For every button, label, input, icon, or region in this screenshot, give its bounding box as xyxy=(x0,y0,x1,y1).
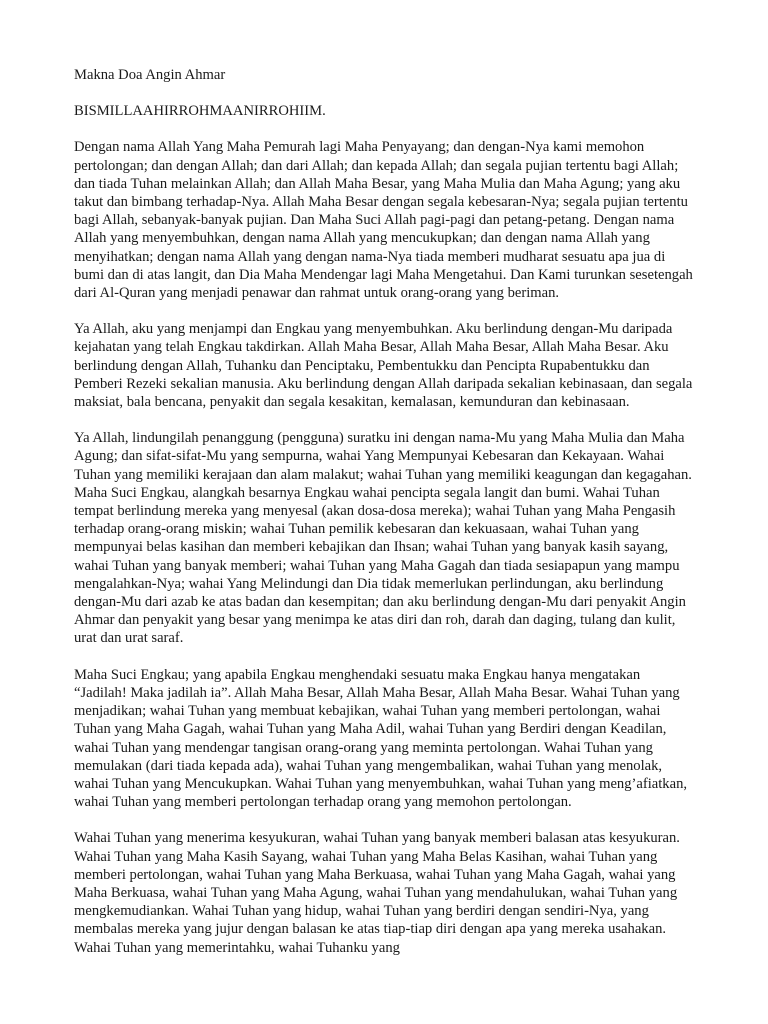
document-title: Makna Doa Angin Ahmar xyxy=(74,67,226,83)
paragraph: Ya Allah, aku yang menjampi dan Engkau yang menyembuhkan. Aku berlindung dengan-Mu daripada kejahatan yang telah Engkau takdirkan. Allah Maha Besar, Allah Maha Besar, Allah Maha Besar. Aku berlindung dengan Allah, Tuhanku dan Penciptaku, Pembentukku dan Pencipta Rupabentukku dan Pemberi Rezeki sekalian manusia. Aku berlindung dengan Allah daripada sekalian kebinasaan, dan segala maksiat, bala bencana, penyakit dan segala kesakitan, kemalasan, kemunduran dan kebinasaan. xyxy=(74,321,693,411)
paragraph: Wahai Tuhan yang menerima kesyukuran, wahai Tuhan yang banyak memberi balasan atas kesyukuran. Wahai Tuhan yang Maha Kasih Sayang, wahai Tuhan yang Maha Belas Kasihan, wahai Tuhan yang memberi pertolongan, wahai Tuhan yang Maha Berkuasa, wahai Tuhan yang Maha Gagah, wahai yang Maha Berkuasa, wahai Tuhan yang Maha Agung, wahai Tuhan yang mendahulukan, wahai Tuhan yang mengkemudiankan. Wahai Tuhan yang hidup, wahai Tuhan yang berdiri dengan sendiri-Nya, yang membalas mereka yang jujur dengan balasan ke atas tiap-tiap diri dengan apa yang mereka usahakan. Wahai Tuhan yang memerintahku, wahai Tuhanku yang xyxy=(74,830,680,956)
paragraph: Ya Allah, lindungilah penanggung (pengguna) suratku ini dengan nama-Mu yang Maha Mulia dan Maha Agung; dan sifat-sifat-Mu yang sempurna, wahai Yang Mempunyai Kebesaran dan Kekayaan. Wahai Tuhan yang memiliki kerajaan dan alam malakut; wahai Tuhan yang memiliki keagungan dan kegagahan. Maha Suci Engkau, alangkah besarnya Engkau wahai pencipta segala langit dan bumi. Wahai Tuhan tempat berlindung mereka yang menyesal (akan dosa-dosa mereka); wahai Tuhan yang Maha Pengasih terhadap orang-orang miskin; wahai Tuhan pemilik kebesaran dan kekuasaan, wahai Tuhan yang mempunyai belas kasihan dan memberi kebajikan dan Ihsan; wahai Tuhan yang banyak kasih sayang, wahai Tuhan yang banyak memberi; wahai Tuhan yang Maha Gagah dan tiada sesiapapun yang mampu mengalahkan-Nya; wahai Yang Melindungi dan Dia tidak memerlukan perlindungan, aku berlindung dengan-Mu dari azab ke atas badan dan kesempitan; dan aku berlindung dengan-Mu dari penyakit Angin Ahmar dan penyakit yang besar yang menimpa ke atas diri dan roh, darah dan daging, tulang dan kulit, urat dan urat saraf. xyxy=(74,430,692,647)
document-body xyxy=(74,66,694,975)
paragraph: Maha Suci Engkau; yang apabila Engkau menghendaki sesuatu maka Engkau hanya mengatakan “Jadilah! Maka jadilah ia”. Allah Maha Besar, Allah Maha Besar, Allah Maha Besar. Wahai Tuhan yang menjadikan; wahai Tuhan yang membuat kebajikan, wahai Tuhan yang memberi pertolongan, wahai Tuhan yang Maha Gagah, wahai Tuhan yang Maha Adil, wahai Tuhan yang Berdiri dengan Keadilan, wahai Tuhan yang mendengar tangisan orang-orang yang meminta pertolongan. Wahai Tuhan yang memulakan (dari tiada kepada ada), wahai Tuhan yang mengembalikan, wahai Tuhan yang menolak, wahai Tuhan yang Mencukupkan. Wahai Tuhan yang menyembuhkan, wahai Tuhan yang meng’afiatkan, wahai Tuhan yang memberi pertolongan terhadap orang yang memohon pertolongan. xyxy=(74,666,688,811)
paragraph: Dengan nama Allah Yang Maha Pemurah lagi Maha Penyayang; dan dengan-Nya kami memohon pertolongan; dan dengan Allah; dan dari Allah; dan kepada Allah; dan segala pujian tertentu bagi Allah; dan tiada Tuhan melainkan Allah; dan Allah Maha Besar, yang Maha Mulia dan Maha Agung; yang aku takut dan bimbang terhadap-Nya. Allah Maha Besar dengan segala kebesaran-Nya; segala pujian tertentu bagi Allah, sebanyak-banyak pujian. Dan Maha Suci Allah pagi-pagi dan petang-petang. Dengan nama Allah yang menyembuhkan, dengan nama Allah yang mencukupkan; dan dengan nama Allah yang menyihatkan; dengan nama Allah yang dengan nama-Nya tiada memberi mudharat sesuatu apa jua di bumi dan di atas langit, dan Dia Maha Mendengar lagi Maha Mengetahui. Dan Kami turunkan sesetengah dari Al-Quran yang menjadi penawar dan rahmat untuk orang-orang yang beriman. xyxy=(74,139,693,302)
basmalah-heading: BISMILLAAHIRROHMAANIRROHIIM. xyxy=(74,103,326,120)
